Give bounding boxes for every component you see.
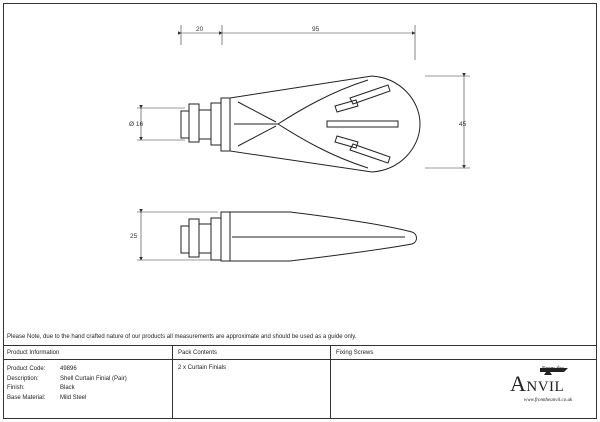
disclaimer-note: Please Note, due to the hand crafted nature of our products all measurements are approximate and should be used as a guide only. [7, 334, 357, 340]
finial-top-view [181, 76, 420, 172]
from-the-anvil-logo [510, 366, 592, 410]
product-code-value: 49896 [60, 366, 77, 372]
pack-contents-header: Pack Contents [178, 350, 218, 356]
material-row [7, 394, 127, 404]
collar-outer [181, 111, 189, 138]
dimension-95 [222, 25, 415, 60]
side-collar-ring [189, 219, 199, 257]
collar-ring [189, 104, 199, 142]
side-collar-neck [199, 224, 211, 253]
table-divider-2 [330, 345, 331, 419]
table-divider-1 [172, 345, 173, 419]
dim-45-label: 45 [459, 121, 467, 128]
logo-word: Anvil [510, 371, 565, 396]
description-row [7, 375, 127, 385]
shell-rib-bottom-inner [238, 126, 276, 146]
finish-value: Black [60, 385, 75, 392]
anvil-icon [510, 366, 592, 410]
finish-label: Finish: [7, 385, 25, 392]
dimension-dia-16 [129, 108, 185, 140]
dimension-20 [181, 25, 222, 45]
product-info-header: Product Information [7, 350, 60, 356]
table-header-rule [3, 359, 597, 360]
side-collar-outer [181, 226, 189, 253]
material-value: Mild Steel [60, 394, 87, 401]
groove-upper-2 [335, 100, 358, 112]
side-collar-step [211, 218, 221, 260]
shell-rib-lower [278, 124, 368, 168]
groove-center [327, 121, 398, 127]
dim-25-label: 25 [130, 233, 138, 240]
dim-16-label: Ø 16 [129, 121, 144, 128]
fixing-screws-header: Fixing Screws [336, 350, 374, 356]
product-info-block [7, 365, 127, 403]
table-top-rule [3, 345, 597, 346]
side-base [221, 212, 230, 261]
description-value: Shell Curtain Finial (Pair) [60, 375, 127, 382]
shell-base [221, 98, 230, 151]
dim-20-label: 20 [196, 26, 204, 33]
logo-url: www.fromtheanvil.co.uk [524, 398, 573, 403]
dimension-45 [425, 76, 470, 168]
groove-lower-2 [335, 136, 358, 148]
collar-neck [199, 110, 211, 139]
finial-side-view [181, 212, 417, 261]
product-code-row [7, 365, 127, 375]
dim-95-label: 95 [312, 26, 320, 33]
material-label: Base Material: [7, 394, 46, 401]
description-label: Description: [7, 375, 39, 382]
shell-rib-top-inner [238, 102, 276, 122]
product-code-label: Product Code: [7, 366, 46, 372]
pack-contents-value: 2 x Curtain Finials [178, 365, 227, 371]
collar-step [211, 103, 221, 145]
finish-row [7, 384, 127, 394]
